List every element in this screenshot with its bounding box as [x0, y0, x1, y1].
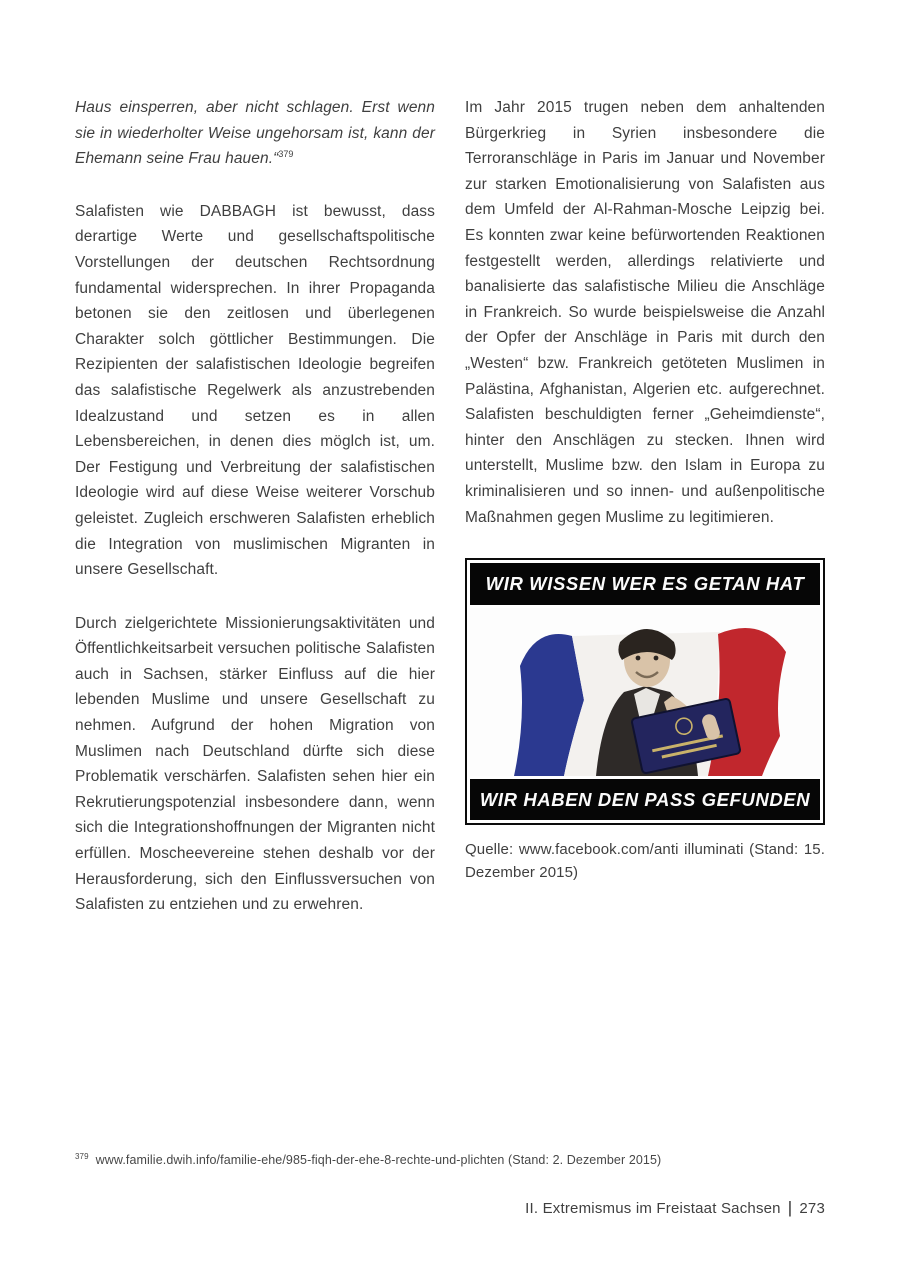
body-paragraph: Salafisten wie DABBAGH ist bewusst, dass derartige Werte und gesellschaftspolitische Vorstellungen der deutschen Rechtsordnung fundamental widersprechen. In ihrer Propaganda betonen sie den zeitlosen und überlegenen Charakter solch göttlicher Bestimmungen. Die Rezipienten der salafistischen Ideologie begreifen das salafistische Regelwerk als anzustrebenden Idealzustand und setzen es in allen Lebensbereichen, in denen dies möglch ist, um. Der Festigung und Verbreitung der salafistischen Ideologie wird auf diese Weise weiterer Vorschub geleistet. Zugleich erschweren Salafisten erheblich die Integration von muslimischen Migranten in unsere Gesellschaft.	[75, 202, 435, 579]
quote-text: Haus einsperren, aber nicht schlagen. Erst wenn sie in wiederholter Weise ungehorsam ist, kann der Ehemann seine Frau hauen.“	[75, 99, 435, 168]
image-source-caption: Quelle: www.facebook.com/anti illuminati (Stand: 15. Dezember 2015)	[465, 841, 825, 882]
meme-bottom-banner: WIR HABEN DEN PASS GEFUNDEN	[470, 779, 820, 821]
two-column-text	[75, 95, 825, 946]
meme-image-frame	[465, 558, 825, 825]
meme-illustration	[470, 608, 820, 776]
blockquote-continued	[75, 95, 435, 172]
footnote	[75, 1148, 825, 1169]
page-footer	[225, 1198, 825, 1218]
meme-figure-svg	[470, 608, 820, 776]
footnote-text: www.familie.dwih.info/familie-ehe/985-fiqh-der-ehe-8-rechte-und-plichten (Stand: 2. Dezember 2015)	[95, 1153, 662, 1168]
body-paragraph: Im Jahr 2015 trugen neben dem anhaltenden Bürgerkrieg in Syrien insbesondere die Terroranschläge in Paris im Januar und November zur starken Emotionalisierung von Salafisten aus dem Umfeld der Al-Rahman-Mosche Leipzig bei. Es konnten zwar keine befürwortenden Reaktionen festgestellt werden, allerdings relativierte und banalisierte das salafistische Milieu die Anschläge in Frankreich. So wurde beispielsweise die Anzahl der Opfer der Anschläge in Paris mit durch den „Westen“ bzw. Frankreich getöteten Muslimen in Palästina, Afghanistan, Algerien etc. aufgerechnet. Salafisten beschuldigten ferner „Geheimdienste“, hinter den Anschlägen zu stecken. Ihnen wird unterstellt, Muslime bzw. den Islam in Europa zu kriminalisieren und so innen- und außenpolitische Maßnahmen gegen Muslime zu legitimieren.	[465, 99, 825, 526]
right-column	[465, 95, 825, 946]
footer-separator: |	[787, 1198, 793, 1217]
footer-section-title: II. Extremismus im Freistaat Sachsen	[525, 1200, 781, 1217]
footer-page-number: 273	[799, 1200, 825, 1217]
man-eye-left	[636, 655, 641, 660]
meme-top-banner: WIR WISSEN WER ES GETAN HAT	[470, 563, 820, 605]
footnote-number: 379	[75, 1152, 89, 1161]
embedded-image-block	[465, 558, 825, 884]
footnote-reference: 379	[278, 149, 294, 160]
man-eye-right	[654, 655, 659, 660]
body-paragraph: Durch zielgerichtete Missionierungsaktivitäten und Öffentlichkeitsarbeit versuchen politische Salafisten auch in Sachsen, stärker Einfluss auf die hier lebenden Muslime und unsere Gesellschaft zu nehmen. Aufgrund der hohen Migration von Muslimen nach Deutschland dürfte sich diese Problematik verschärfen. Salafisten sehen hier ein Rekrutierungspotenzial insbesondere dann, wenn sich die Integrationshoffnungen der Migranten nicht erfüllen. Moscheevereine stehen deshalb vor der Herausforderung, sich den Einflussversuchen von Salafisten zu entziehen und zu erwehren.	[75, 614, 435, 914]
left-column	[75, 95, 435, 946]
